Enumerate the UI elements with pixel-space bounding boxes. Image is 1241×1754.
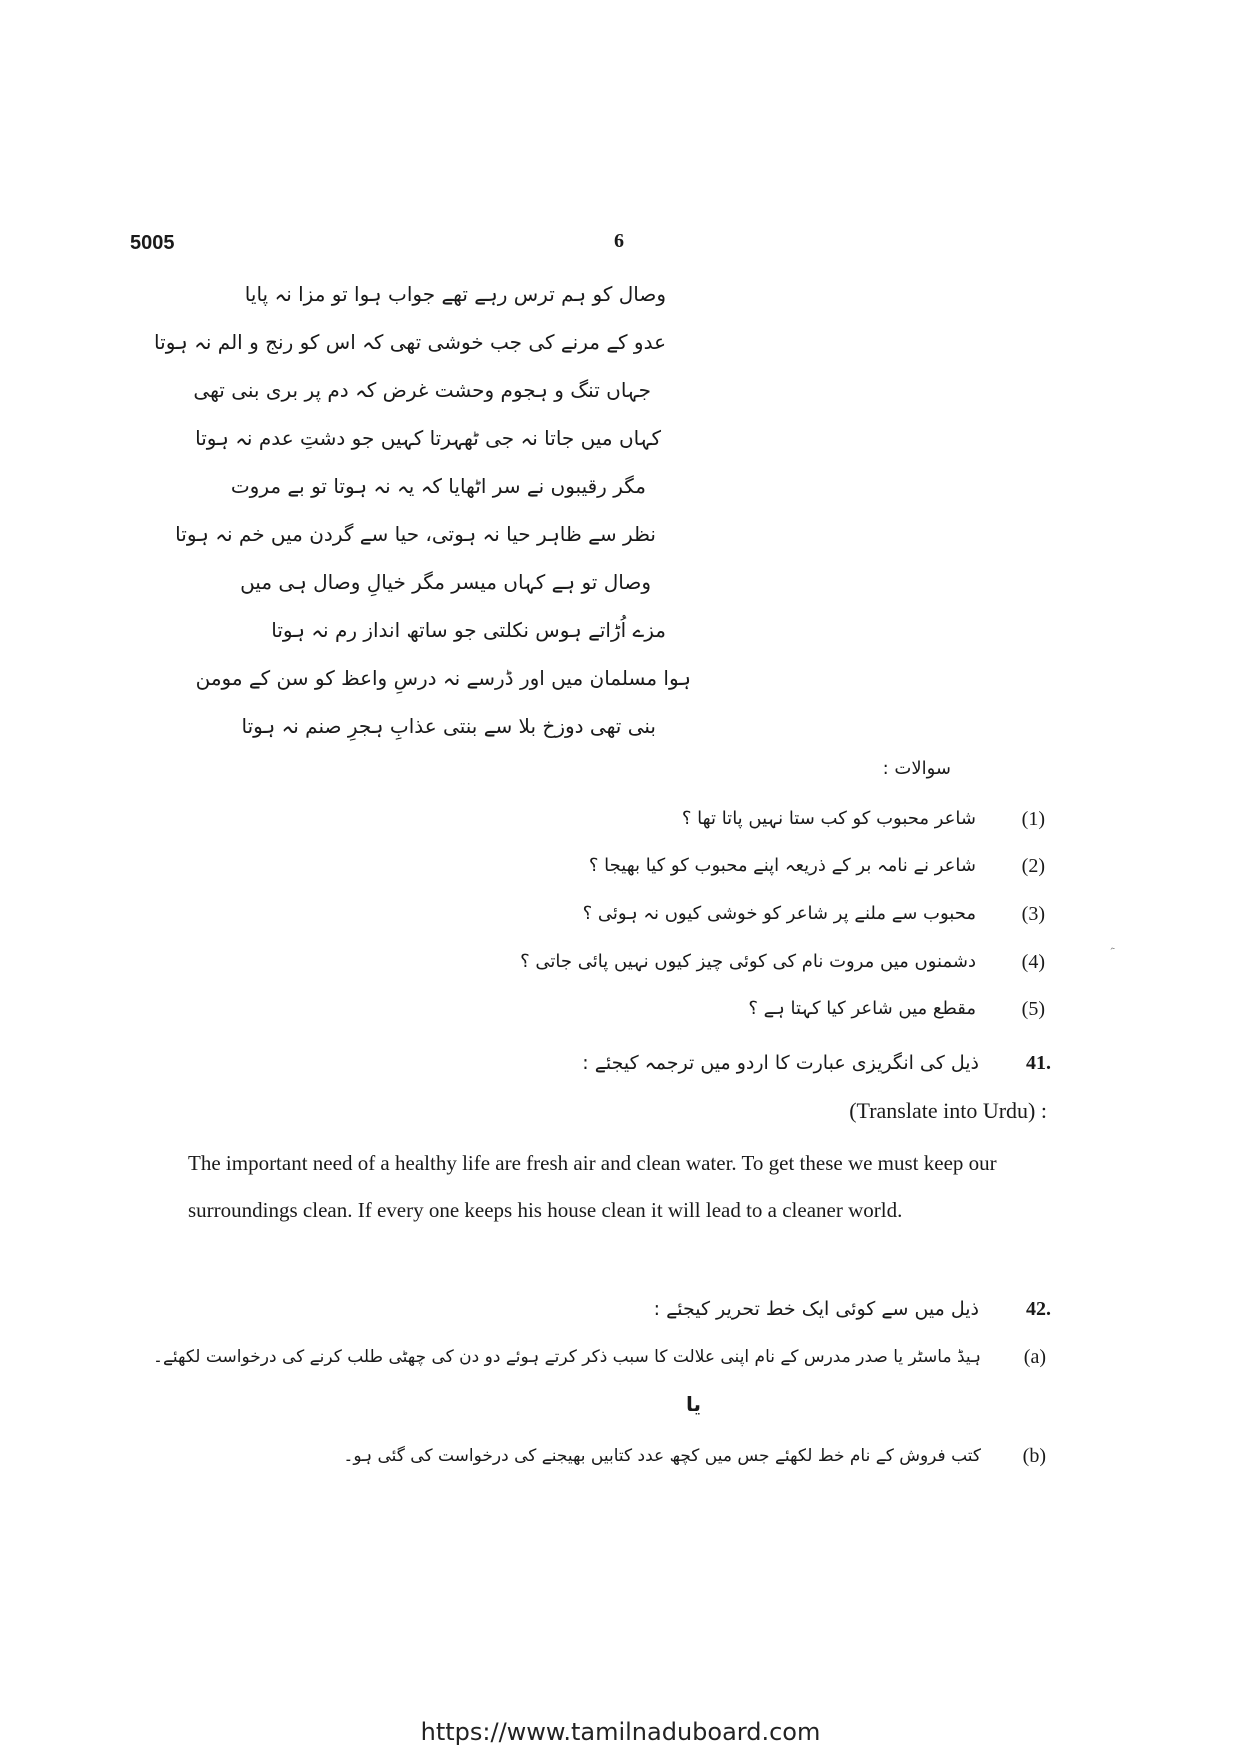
page-number: 6 [614,230,624,252]
paper-code: 5005 [130,232,175,254]
question-text: شاعر محبوب کو کب ستا نہیں پاتا تھا ؟ [681,808,976,829]
question-number: (2) [1021,855,1045,877]
option-b [0,1445,1241,1485]
question-number: (1) [1021,808,1045,830]
question-text: مقطع میں شاعر کیا کہتا ہے ؟ [748,998,976,1019]
option-a-text: ہیڈ ماسٹر یا صدر مدرس کے نام اپنی علالت کا سبب ذکر کرتے ہوئے دو دن کی چھٹی طلب کرنے کی درخواست لکھئے۔ [152,1347,981,1367]
poem-line-7: وصال تو ہے کہاں میسر مگر خیالِ وصال ہی میں [240,570,651,594]
poem-line-1: وصال کو ہم ترس رہے تھے جواب ہوا تو مزا نہ پایا [244,282,666,306]
poem-line-3: جہاں تنگ و ہجوم وحشت غرض کہ دم پر بری بنی تھی [193,378,651,402]
translation-paragraph: The important need of a healthy life are fresh air and clean water. To get these we must keep our surroundings clean. If every one keeps his house clean it will lead to a cleaner world. [188,1151,997,1222]
option-b-letter: (b) [1022,1445,1046,1467]
poem-line-5: مگر رقیبوں نے سر اٹھایا کہ یہ نہ ہوتا تو بے مروت [230,474,646,498]
question-text: شاعر نے نامہ بر کے ذریعہ اپنے محبوب کو کیا بھیجا ؟ [588,855,976,876]
poem-line-9: ہوا مسلمان میں اور ڈرسے نہ درسِ واعظ کو سن کے مومن [195,666,691,690]
poem-line-6: نظر سے ظاہر حیا نہ ہوتی، حیا سے گردن میں خم نہ ہوتا [175,522,656,546]
question-5 [0,998,1241,1038]
poem-line-8: مزے اُڑاتے ہوس نکلتی جو ساتھ انداز رم نہ ہوتا [271,618,666,642]
poem-line-4: کہاں میں جاتا نہ جی ٹھہرتا کہیں جو دشتِ عدم نہ ہوتا [195,426,661,450]
or-separator: یا [686,1392,702,1416]
question-1 [0,808,1241,848]
question-4 [0,951,1241,991]
option-b-text: کتب فروش کے نام خط لکھئے جس میں کچھ عدد کتابیں بھیجنے کی درخواست کی گئی ہو۔ [343,1446,981,1466]
question-42 [0,1298,1241,1338]
translate-label: (Translate into Urdu) : [849,1098,1047,1123]
question-text: دشمنوں میں مروت نام کی کوئی چیز کیوں نہیں پائی جاتی ؟ [520,951,976,972]
poem-line-10: بنی تھی دوزخ بلا سے بنتی عذابِ ہجرِ صنم نہ ہوتا [241,714,656,738]
footer-url: https://www.tamilnaduboard.com [420,1718,821,1746]
question-41 [0,1052,1241,1092]
question-number: (4) [1021,951,1045,973]
question-41-number: 41. [1026,1052,1051,1074]
question-42-number: 42. [1026,1298,1051,1320]
margin-mark: ﮧ [1110,938,1115,952]
question-number: (3) [1021,903,1045,925]
question-2 [0,855,1241,895]
question-text: محبوب سے ملنے پر شاعر کو خوشی کیوں نہ ہوئی ؟ [582,903,976,924]
questions-heading: سوالات : [882,758,951,779]
option-a [0,1346,1241,1386]
question-number: (5) [1021,998,1045,1020]
option-a-letter: (a) [1023,1346,1046,1368]
question-41-title: ذیل کی انگریزی عبارت کا اردو میں ترجمہ کیجئے : [582,1052,979,1074]
poem-line-2: عدو کے مرنے کی جب خوشی تھی کہ اس کو رنج و الم نہ ہوتا [154,330,666,354]
question-3 [0,903,1241,943]
question-42-title: ذیل میں سے کوئی ایک خط تحریر کیجئے : [653,1298,979,1320]
